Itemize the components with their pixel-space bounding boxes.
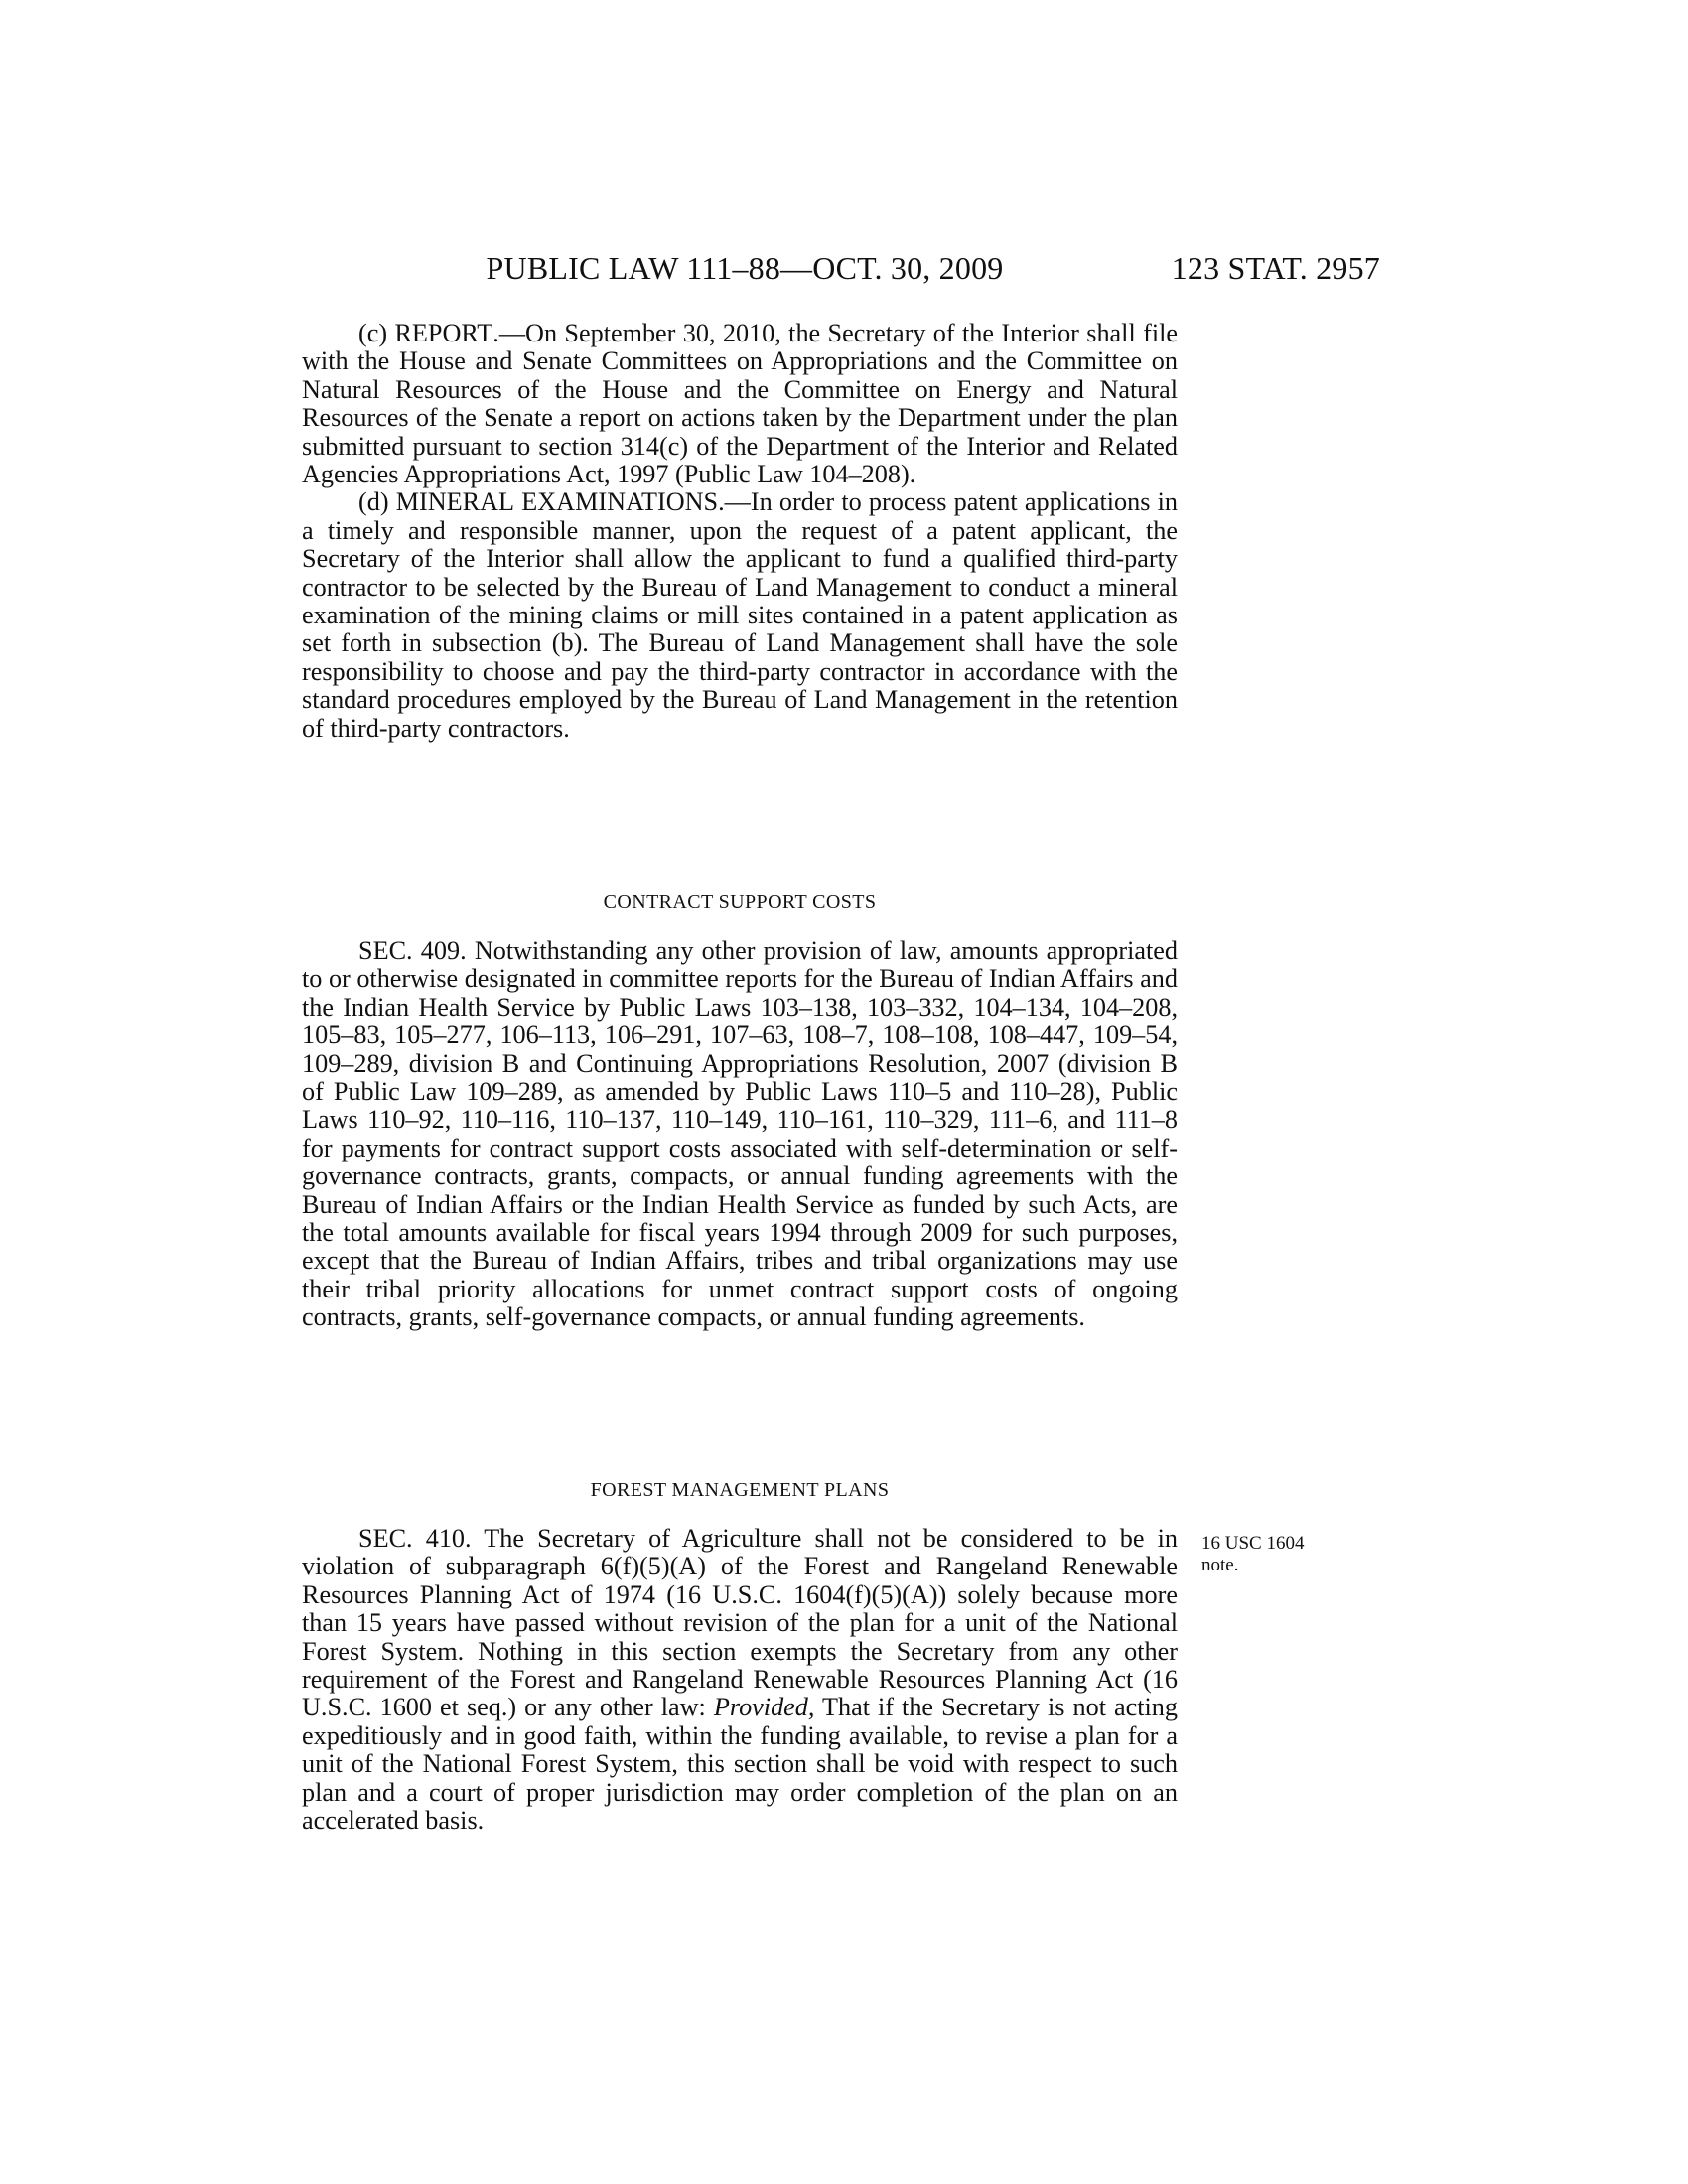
report-label: (c) R (358, 319, 412, 347)
report-label-sc: EPORT (411, 319, 493, 347)
sec410-label-sc: EC (372, 1524, 407, 1553)
section-409-block (302, 937, 1178, 1332)
mineral-label: (d) M (358, 487, 420, 517)
report-text: .—On September 30, 2010, the Secretary of the Interior shall file with the House and Senate Committees on Appropriations and the Committee on Natural Resources of the House and the Committee on Energy and Natural Resources of the Senate a report on actions taken by the Department under the plan submitted pursuant to section 314(c) of the Department of the Interior and Related Agencies Appropriations Act, 1997 (Public Law 104–208). (302, 319, 1178, 489)
running-head (298, 250, 1380, 294)
proviso: Provided, (713, 1693, 815, 1722)
sec410-label: S (358, 1524, 373, 1553)
sec409-label: S (358, 936, 373, 965)
sec409-label-sc: EC (372, 936, 407, 965)
statute-page-number: 123 STAT. 2957 (1171, 250, 1380, 286)
section-410 (302, 1525, 1178, 1835)
mineral-text: .—In order to process patent applications in a timely and responsible manner, upon the request of a patent applicant, the Secretary of the Interior shall allow the applicant to fund a qualified third-party contractor to be selected by the Bureau of Land Management to conduct a mineral examination of the mining claims or mill sites contained in a patent application as set forth in subsection (b). The Bureau of Land Management shall have the sole responsibility to choose and pay the third-party contractor in accordance with the standard procedures employed by the Bureau of Land Management in the retention of third-party contractors. (302, 487, 1178, 743)
public-law-title: PUBLIC LAW 111–88—OCT. 30, 2009 (486, 250, 1004, 286)
margin-note-suffix: note. (1201, 1555, 1239, 1575)
subsection-mineral-examinations (302, 488, 1178, 743)
mineral-label2-sc: XAMINATIONS (537, 487, 719, 517)
subsection-report-block (302, 320, 1178, 743)
sec409-text: . 409. Notwithstanding any other provision of law, amounts appropriated to or otherwise designated in committee reports for the Bureau of Indian Affairs and the Indian Health Service by Public Laws 103–138, 103–332, 104–134, 104–208, 105–83, 105–277, 106–113, 106–291, 107–63, 108–7, 108–108, 108–447, 109–54, 109–289, division B and Continuing Appropriations Resolution, 2007 (division B of Public Law 109–289, as amended by Public Laws 110–5 and 110–28), Public Laws 110–92, 110–116, 110–137, 110–149, 110–161, 110–329, 111–6, and 111–8 for payments for contract support costs associated with self-determination or self-governance contracts, grants, compacts, or annual funding agreements with the Bureau of Indian Affairs or the Indian Health Service as funded by such Acts, are the total amounts available for fiscal years 1994 through 2009 for such purposes, except that the Bureau of Indian Affairs, tribes and tribal organizations may use their tribal priority allocations for unmet contract support costs of ongoing contracts, grants, self-governance compacts, or annual funding agreements. (302, 936, 1178, 1332)
subsection-report (302, 320, 1178, 488)
margin-note-citation: 16 USC 1604 (1201, 1533, 1305, 1554)
sec410-text-before: . 410. The Secretary of Agriculture shall not be considered to be in violation of subparagraph 6(f)(5)(A) of the Forest and Rangeland Renewable Resources Planning Act of 1974 (16 U.S.C. 1604(f)(5)(A)) solely because more than 15 years have passed without revision of the plan for a unit of the National Forest System. Nothing in this section exempts the Secretary from any other requirement of the Forest and Rangeland Renewable Resources Planning Act (16 U.S.C. 1600 et seq.) or any other law: (302, 1524, 1178, 1722)
contract-support-heading: CONTRACT SUPPORT COSTS (603, 891, 877, 913)
margin-note (1201, 1533, 1340, 1576)
forest-management-heading: FOREST MANAGEMENT PLANS (590, 1479, 890, 1501)
section-409 (302, 937, 1178, 1332)
mineral-label2: E (514, 487, 538, 517)
section-410-block (302, 1525, 1178, 1835)
mineral-label-sc: INERAL (419, 487, 515, 517)
sec410-text-after: That if the Secretary is not acting expeditiously and in good faith, within the funding available, to revise a plan for a unit of the National Forest System, this section shall be void with respect to such plan and a court of proper jurisdiction may order completion of the plan on an accelerated basis. (302, 1693, 1178, 1836)
